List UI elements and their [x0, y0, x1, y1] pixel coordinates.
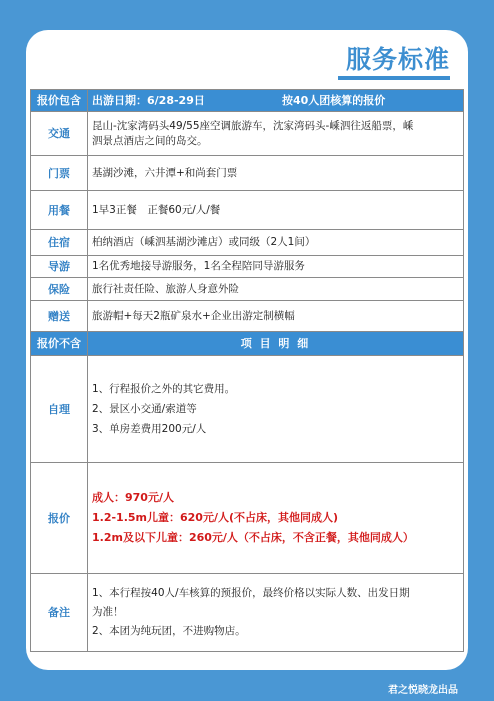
included-header-label: 报价包含 — [31, 90, 88, 112]
value-remarks: 1、本行程按40人/车核算的预报价，最终价格以实际人数、出发日期 为准！ 2、本团为纯玩团，不进购物店。 — [88, 574, 464, 652]
row-insurance — [31, 278, 464, 301]
value-meals: 1早3正餐 正餐60元/人/餐 — [88, 191, 464, 230]
row-meals — [31, 191, 464, 230]
label-gifts: 赠送 — [31, 301, 88, 332]
value-price — [88, 463, 464, 574]
excluded-header-title: 项 目 明 细 — [88, 332, 464, 356]
service-table — [30, 89, 464, 652]
value-tickets: 基湖沙滩，六井潭+和尚套门票 — [88, 156, 464, 191]
excluded-header-label: 报价不含 — [31, 332, 88, 356]
included-header-row — [31, 90, 464, 112]
row-guide — [31, 256, 464, 278]
label-tickets: 门票 — [31, 156, 88, 191]
price-child-tall: 1.2-1.5m儿童：620元/人(不占床，其他同成人) — [92, 511, 339, 524]
row-tickets — [31, 156, 464, 191]
label-self-pay: 自理 — [31, 356, 88, 463]
row-price — [31, 463, 464, 574]
value-transport: 昆山-沈家湾码头49/55座空调旅游车，沈家湾码头-嵊泗往返船票，嵊 泗景点酒店之间的岛交。 — [88, 112, 464, 156]
value-hotel: 柏纳酒店（嵊泗基湖沙滩店）或同级（2人1间） — [88, 230, 464, 256]
price-basis: 按40人团核算的报价 — [282, 94, 386, 107]
label-price: 报价 — [31, 463, 88, 574]
excluded-header-row — [31, 332, 464, 356]
value-guide: 1名优秀地接导游服务，1名全程陪同导游服务 — [88, 256, 464, 278]
row-gifts — [31, 301, 464, 332]
label-insurance: 保险 — [31, 278, 88, 301]
price-adult: 成人：970元/人 — [92, 491, 174, 504]
value-gifts: 旅游帽+每天2瓶矿泉水+企业出游定制横幅 — [88, 301, 464, 332]
label-remarks: 备注 — [31, 574, 88, 652]
row-self-pay — [31, 356, 464, 463]
label-hotel: 住宿 — [31, 230, 88, 256]
page-title: 服务标准 — [345, 45, 450, 74]
label-transport: 交通 — [31, 112, 88, 156]
footer-brand: 君之悦晓龙出品 — [388, 685, 458, 696]
row-transport — [31, 112, 464, 156]
included-header-info — [88, 90, 464, 112]
travel-date: 出游日期：6/28-29日 — [92, 94, 205, 107]
row-remarks — [31, 574, 464, 652]
value-insurance: 旅行社责任险、旅游人身意外险 — [88, 278, 464, 301]
title-underline — [338, 76, 450, 80]
label-guide: 导游 — [31, 256, 88, 278]
service-standard-card — [26, 30, 468, 670]
label-meals: 用餐 — [31, 191, 88, 230]
row-hotel — [31, 230, 464, 256]
price-child-small: 1.2m及以下儿童：260元/人（不占床，不含正餐，其他同成人） — [92, 531, 414, 544]
value-self-pay: 1、行程报价之外的其它费用。 2、景区小交通/索道等 3、单房差费用200元/人 — [88, 356, 464, 463]
